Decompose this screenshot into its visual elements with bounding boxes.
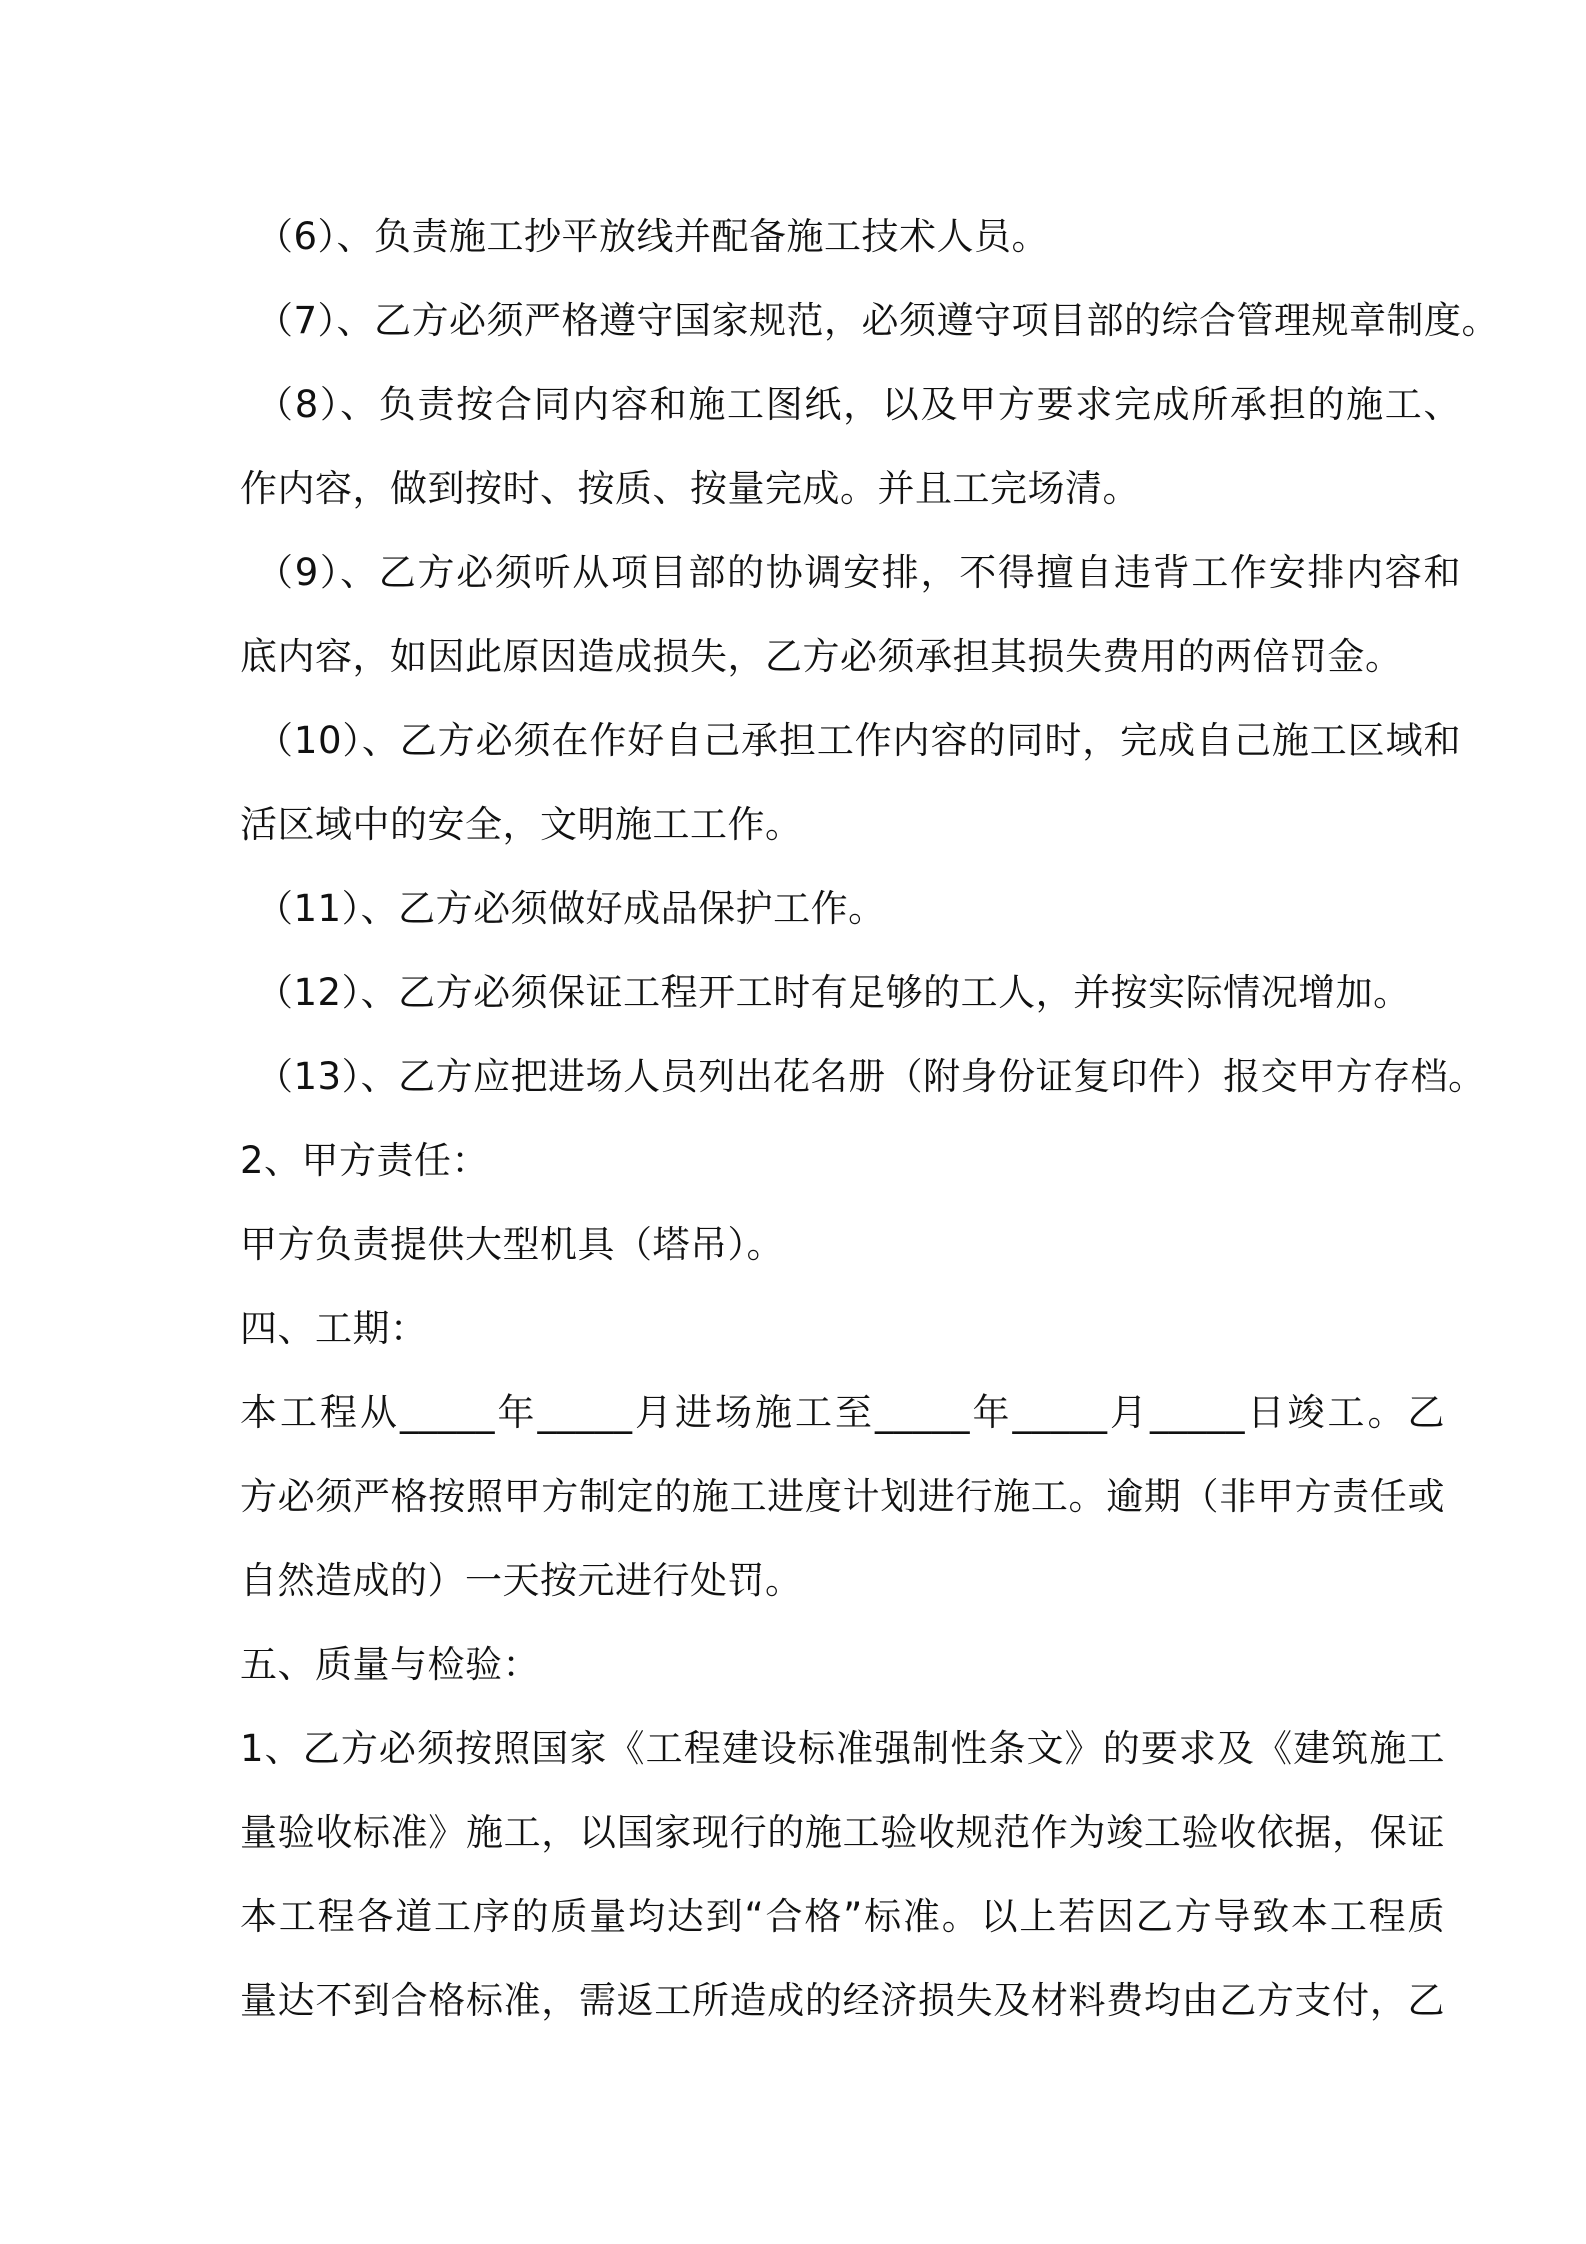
clause-8-line-2: 作内容，做到按时、按质、按量完成。并且工完场清。: [240, 467, 1140, 510]
document-body: [240, 195, 1500, 2043]
clause-6: （6）、负责施工抄平放线并配备施工技术人员。: [256, 215, 1050, 258]
schedule-line-1: 本工程从_____年_____月进场施工至_____年_____月_____日竣工。乙: [240, 1391, 1445, 1434]
clause-13: （13）、乙方应把进场人员列出花名册（附身份证复印件）报交甲方存档。: [256, 1055, 1486, 1098]
quality-line-2: 量验收标准》施工，以国家现行的施工验收规范作为竣工验收依据，保证: [240, 1811, 1445, 1854]
clause-11: （11）、乙方必须做好成品保护工作。: [256, 887, 886, 930]
clause-9-line-2: 底内容，如因此原因造成损失，乙方必须承担其损失费用的两倍罚金。: [240, 635, 1403, 678]
quality-line-3: 本工程各道工序的质量均达到“合格”标准。以上若因乙方导致本工程质: [240, 1895, 1445, 1938]
section-heading-party-a-responsibility: 2、甲方责任：: [240, 1139, 490, 1182]
schedule-line-3: 自然造成的）一天按元进行处罚。: [240, 1559, 803, 1602]
clause-10-line-1: （10）、乙方必须在作好自己承担工作内容的同时，完成自己施工区域和: [256, 719, 1461, 762]
party-a-responsibility-text: 甲方负责提供大型机具（塔吊）。: [240, 1223, 784, 1266]
schedule-line-2: 方必须严格按照甲方制定的施工进度计划进行施工。逾期（非甲方责任或: [240, 1475, 1445, 1518]
section-heading-schedule: 四、工期：: [240, 1307, 428, 1350]
quality-line-4: 量达不到合格标准，需返工所造成的经济损失及材料费均由乙方支付，乙: [240, 1979, 1445, 2022]
section-heading-quality-inspection: 五、质量与检验：: [240, 1643, 540, 1686]
clause-9-line-1: （9）、乙方必须听从项目部的协调安排，不得擅自违背工作安排内容和: [256, 551, 1461, 594]
clause-7: （7）、乙方必须严格遵守国家规范，必须遵守项目部的综合管理规章制度。: [256, 299, 1500, 342]
clause-12: （12）、乙方必须保证工程开工时有足够的工人，并按实际情况增加。: [256, 971, 1411, 1014]
clause-10-line-2: 活区域中的安全，文明施工工作。: [240, 803, 803, 846]
quality-line-1: 1、乙方必须按照国家《工程建设标准强制性条文》的要求及《建筑施工: [240, 1727, 1445, 1770]
clause-8-line-1: （8）、负责按合同内容和施工图纸，以及甲方要求完成所承担的施工、: [256, 383, 1461, 426]
